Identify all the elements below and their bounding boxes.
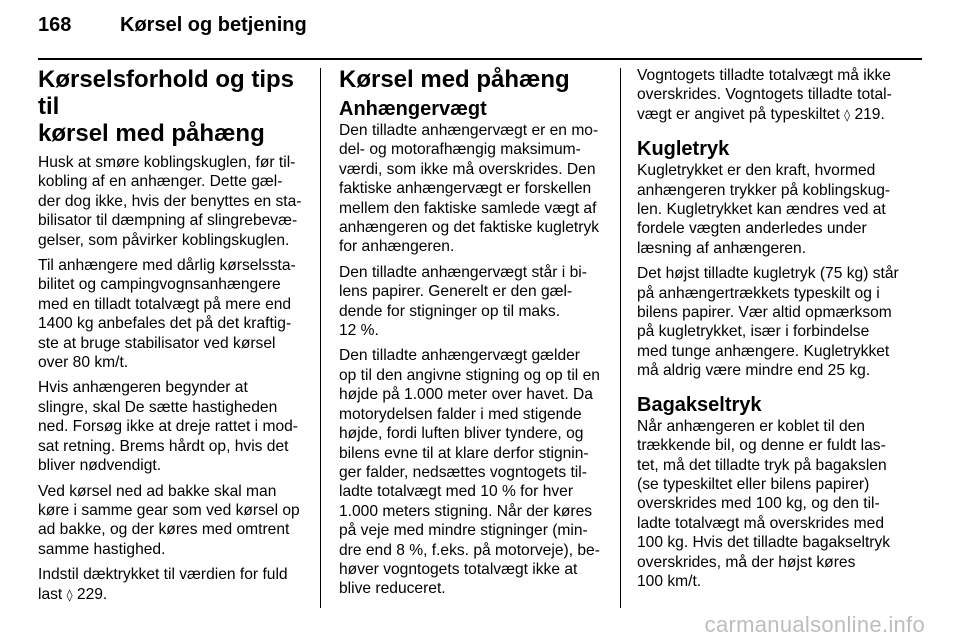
paragraph bbox=[637, 161, 907, 258]
paragraph bbox=[38, 153, 306, 250]
text-line: Ved kørsel ned ad bakke skal man bbox=[38, 482, 277, 500]
text-line: del- og motorafhængig maksimum- bbox=[339, 141, 581, 159]
text-line: højde, fordi luften bliver tyndere, og bbox=[339, 425, 584, 443]
paragraph-group bbox=[637, 417, 907, 592]
text-line: anhængeren og det faktiske kugletryk bbox=[339, 219, 600, 237]
text-line: Indstil dæktrykket til værdien for fuld bbox=[38, 566, 288, 584]
text-line: len. Kugletrykket kan ændres ved at bbox=[637, 201, 886, 219]
text-line: bilens evne til at klare derfor stignin- bbox=[339, 444, 589, 462]
text-line: Vogntogets tilladte totalvægt må ikke bbox=[637, 67, 891, 84]
text-line: Når anhængeren er koblet til den bbox=[637, 417, 865, 435]
paragraph bbox=[38, 565, 306, 605]
text-line: på anhængertrækkets typeskilt og i bbox=[637, 284, 880, 302]
paragraph bbox=[339, 263, 607, 341]
heading-line: Kørselsforhold og tips til bbox=[38, 66, 295, 120]
text-line: last bbox=[38, 585, 63, 603]
text-line: gelser, som påvirker koblingskuglen. bbox=[38, 231, 290, 249]
text-line: ad bakke, og der køres med omtrent bbox=[38, 521, 290, 539]
paragraph bbox=[38, 378, 306, 475]
text-line: for anhængeren. bbox=[339, 238, 455, 256]
text-line: lens papirer. Generelt er den gæl- bbox=[339, 283, 573, 301]
text-line: ladte totalvægt må overskrides med bbox=[637, 514, 885, 532]
text-line: Kugletrykket er den kraft, hvormed bbox=[637, 162, 876, 180]
text-line: fordele vægten anderledes under bbox=[637, 220, 867, 238]
text-line: 100 km/t. bbox=[637, 572, 702, 590]
text-line: bilitet og campingvognsanhængere bbox=[38, 276, 281, 294]
text-line: (se typeskiltet eller bilens papirer) bbox=[637, 475, 870, 493]
text-line: over 80 km/t. bbox=[38, 354, 129, 372]
page-number: 168 bbox=[38, 14, 72, 36]
text-line: 1400 kg anbefales det på det kraftig- bbox=[38, 315, 292, 333]
subheading-trailer-weight: Anhængervægt bbox=[339, 98, 487, 120]
text-line: må aldrig være mindre end 25 kg. bbox=[637, 362, 871, 380]
text-line: vægt er angivet på typeskiltet bbox=[637, 105, 840, 123]
text-line: ste at bruge stabilisator ved kørsel bbox=[38, 334, 276, 352]
column-divider-1 bbox=[320, 68, 321, 608]
paragraph bbox=[38, 256, 306, 372]
text-line: 100 kg. Hvis det tilladte bagakseltryk bbox=[637, 534, 891, 552]
paragraph bbox=[339, 346, 607, 598]
chapter-title: Kørsel og betjening bbox=[120, 14, 307, 36]
text-line: dre end 8 %, f.eks. på motorveje), be- bbox=[339, 541, 600, 559]
text-line: ladte totalvægt med 10 % for hver bbox=[339, 483, 574, 501]
text-line: høver vogntogets totalvægt ikke at bbox=[339, 560, 578, 578]
text-line: bilens papirer. Vær altid opmærksom bbox=[637, 304, 892, 322]
text-line: samme hastighed. bbox=[38, 540, 166, 558]
text-line: ned. Forsøg ikke at dreje rattet i mod- bbox=[38, 418, 298, 436]
heading-line: kørsel med påhæng bbox=[38, 120, 265, 147]
text-line: overskrides, må der højst køres bbox=[637, 553, 856, 571]
text-line: ger falder, nedsættes vogntogets til- bbox=[339, 463, 587, 481]
text-line: trækkende bil, og denne er fuldt las- bbox=[637, 437, 886, 455]
text-line: køre i samme gear som ved kørsel op bbox=[38, 501, 300, 519]
paragraph-group bbox=[637, 161, 907, 380]
text-line: kobling af en anhænger. Dette gæl- bbox=[38, 173, 283, 191]
paragraph bbox=[637, 417, 907, 592]
paragraph bbox=[637, 264, 907, 380]
text-line: bilisator til dæmpning af slingrebevæ- bbox=[38, 212, 298, 230]
text-line: 12 %. bbox=[339, 322, 379, 340]
section-heading-trailer-driving: Kørsel med påhæng bbox=[339, 66, 570, 93]
text-line: Husk at smøre koblingskuglen, før til- bbox=[38, 154, 296, 171]
text-line: med tunge anhængere. Kugletrykket bbox=[637, 342, 890, 360]
page-reference[interactable]: 229. bbox=[76, 585, 108, 603]
text-line: op til den angivne stigning og op til en bbox=[339, 366, 600, 384]
text-line: motorydelsen falder i med stigende bbox=[339, 405, 582, 423]
subheading-ball-pressure: Kugletryk bbox=[637, 138, 730, 161]
text-line: Den tilladte anhængervægt står i bi- bbox=[339, 263, 587, 281]
text-line: på kugletrykket, især i forbindelse bbox=[637, 323, 870, 341]
page-reference-icon: ◊ bbox=[66, 587, 73, 602]
header-rule bbox=[38, 58, 922, 60]
text-line: faktiske anhængervægt er forskellen bbox=[339, 180, 592, 198]
paragraph bbox=[339, 121, 607, 257]
paragraph bbox=[637, 66, 907, 125]
column-2 bbox=[339, 66, 607, 605]
section-heading-driving-tips bbox=[38, 66, 306, 147]
text-line: slingre, skal De sætte hastigheden bbox=[38, 398, 278, 416]
page-reference-icon: ◊ bbox=[844, 107, 851, 122]
text-line: højde på 1.000 meter over havet. Da bbox=[339, 386, 593, 404]
text-line: der dog ikke, hvis der benyttes en sta- bbox=[38, 192, 302, 210]
text-line: overskrides med 100 kg, og den til- bbox=[637, 495, 880, 513]
paragraph-group bbox=[38, 153, 306, 559]
text-line: på veje med mindre stigninger (min- bbox=[339, 522, 588, 540]
text-line: Til anhængere med dårlig kørselssta- bbox=[38, 257, 296, 275]
paragraph bbox=[38, 482, 306, 560]
text-line: overskrides. Vogntogets tilladte total- bbox=[637, 86, 892, 104]
page-reference[interactable]: 219. bbox=[854, 105, 885, 123]
text-line: Den tilladte anhængervægt er en mo- bbox=[339, 122, 599, 139]
text-line: værdi, som ikke må overskrides. Den bbox=[339, 160, 596, 178]
page-header bbox=[38, 14, 307, 37]
text-line: Hvis anhængeren begynder at bbox=[38, 379, 248, 397]
text-line: tet, må det tilladte tryk på bagakslen bbox=[637, 456, 887, 474]
text-line: blive reduceret. bbox=[339, 580, 446, 598]
text-line: Det højst tilladte kugletryk (75 kg) står bbox=[637, 265, 899, 283]
column-divider-2 bbox=[620, 68, 621, 608]
text-line: bliver nødvendigt. bbox=[38, 457, 162, 475]
watermark: carmanualsonline.info bbox=[704, 612, 925, 637]
text-line: sat retning. Brems hårdt op, hvis det bbox=[38, 437, 289, 455]
subheading-rear-axle-load: Bagakseltryk bbox=[637, 393, 762, 416]
paragraph-group bbox=[339, 121, 607, 599]
column-1 bbox=[38, 66, 306, 611]
text-line: 1.000 meters stigning. Når der køres bbox=[339, 502, 593, 520]
text-line: mellem den faktiske samlede vægt af bbox=[339, 199, 597, 217]
text-line: anhængeren trykker på koblingskug- bbox=[637, 181, 891, 199]
text-line: Den tilladte anhængervægt gælder bbox=[339, 347, 580, 365]
text-line: læsning af anhængeren. bbox=[637, 239, 807, 257]
text-line: med en tilladt totalvægt på mere end bbox=[38, 295, 292, 313]
column-3 bbox=[637, 66, 907, 597]
text-line: dende for stigninger op til maks. bbox=[339, 302, 561, 320]
